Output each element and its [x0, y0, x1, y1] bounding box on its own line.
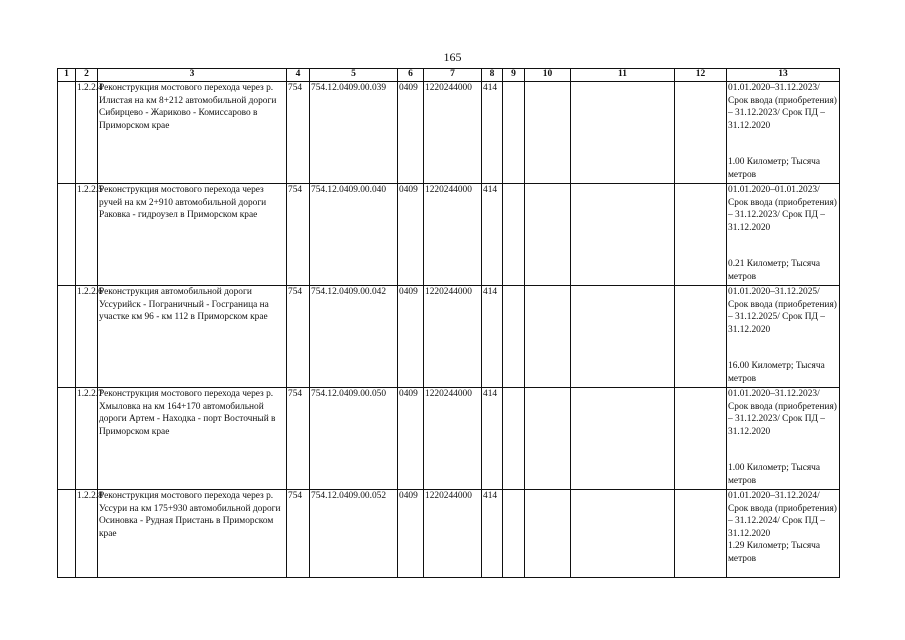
cell-c11 [571, 286, 675, 388]
header-row [58, 69, 840, 82]
period-text: 01.01.2020–31.12.2023/ Срок ввода (приобретения) – 31.12.2023/ Срок ПД – 31.12.2020 [728, 83, 837, 131]
cell-c4: 754 [287, 490, 310, 578]
cell-c6: 0409 [398, 388, 424, 490]
cell-c13 [727, 82, 840, 184]
cell-c6: 0409 [398, 490, 424, 578]
col-header: 11 [571, 69, 675, 82]
cell-empty [58, 388, 76, 490]
cell-empty [58, 82, 76, 184]
table-row [58, 184, 840, 286]
cell-c9 [503, 82, 525, 184]
col-header: 9 [503, 69, 525, 82]
budget-table [57, 68, 840, 578]
cell-c5: 754.12.0409.00.039 [310, 82, 398, 184]
cell-c13 [727, 286, 840, 388]
cell-c8: 414 [482, 388, 503, 490]
cell-c12 [675, 286, 727, 388]
cell-c8: 414 [482, 286, 503, 388]
table-row [58, 388, 840, 490]
cell-c10 [525, 490, 571, 578]
cell-c9 [503, 388, 525, 490]
cell-c9 [503, 490, 525, 578]
cell-item-number: 1.2.2.4 [76, 82, 98, 184]
col-header: 4 [287, 69, 310, 82]
col-header: 5 [310, 69, 398, 82]
col-header: 3 [98, 69, 287, 82]
capacity-text: 1.00 Километр; Тысяча метров [728, 157, 821, 180]
cell-c6: 0409 [398, 286, 424, 388]
cell-c11 [571, 184, 675, 286]
col-header: 12 [675, 69, 727, 82]
cell-c5: 754.12.0409.00.052 [310, 490, 398, 578]
cell-c5: 754.12.0409.00.050 [310, 388, 398, 490]
col-header: 10 [525, 69, 571, 82]
cell-c12 [675, 184, 727, 286]
cell-empty [58, 490, 76, 578]
col-header: 2 [76, 69, 98, 82]
cell-c11 [571, 82, 675, 184]
cell-c10 [525, 388, 571, 490]
cell-object-name: Реконструкция мостового перехода через р. Уссури на км 175+930 автомобильной дороги Осиновка - Рудная Пристань в Приморском крае [98, 490, 287, 578]
cell-object-name: Реконструкция мостового перехода через р. Хмыловка на км 164+170 автомобильной дороги Артем - Находка - порт Восточный в Приморском крае [98, 388, 287, 490]
cell-c12 [675, 490, 727, 578]
cell-c7: 1220244000 [424, 388, 482, 490]
period-text: 01.01.2020–31.12.2023/ Срок ввода (приобретения) – 31.12.2023/ Срок ПД – 31.12.2020 [728, 389, 837, 437]
capacity-text: 1.00 Километр; Тысяча метров [728, 463, 821, 486]
cell-c6: 0409 [398, 184, 424, 286]
cell-c6: 0409 [398, 82, 424, 184]
cell-empty [58, 286, 76, 388]
page-number: 165 [443, 50, 462, 64]
cell-c10 [525, 286, 571, 388]
col-header: 7 [424, 69, 482, 82]
capacity-text: 16.00 Километр; Тысяча метров [728, 361, 825, 384]
col-header: 13 [727, 69, 840, 82]
col-header: 6 [398, 69, 424, 82]
cell-object-name: Реконструкция мостового перехода через р. Илистая на км 8+212 автомобильной дороги Сибирцево - Жариково - Комиссарово в Приморском крае [98, 82, 287, 184]
cell-c9 [503, 286, 525, 388]
cell-c13 [727, 490, 840, 578]
cell-c7: 1220244000 [424, 286, 482, 388]
cell-c8: 414 [482, 490, 503, 578]
table-row [58, 490, 840, 578]
cell-c12 [675, 388, 727, 490]
cell-c10 [525, 184, 571, 286]
cell-c9 [503, 184, 525, 286]
cell-c10 [525, 82, 571, 184]
cell-c7: 1220244000 [424, 184, 482, 286]
cell-c7: 1220244000 [424, 490, 482, 578]
cell-c13 [727, 388, 840, 490]
cell-item-number: 1.2.2.5 [76, 184, 98, 286]
cell-c5: 754.12.0409.00.042 [310, 286, 398, 388]
cell-c7: 1220244000 [424, 82, 482, 184]
cell-c13 [727, 184, 840, 286]
cell-c4: 754 [287, 184, 310, 286]
table-row [58, 286, 840, 388]
cell-item-number: 1.2.2.6 [76, 286, 98, 388]
cell-c4: 754 [287, 82, 310, 184]
cell-empty [58, 184, 76, 286]
cell-c11 [571, 490, 675, 578]
cell-c11 [571, 388, 675, 490]
cell-c5: 754.12.0409.00.040 [310, 184, 398, 286]
cell-c12 [675, 82, 727, 184]
cell-c4: 754 [287, 286, 310, 388]
period-text: 01.01.2020–31.12.2025/ Срок ввода (приобретения) – 31.12.2025/ Срок ПД – 31.12.2020 [728, 287, 837, 335]
cell-c4: 754 [287, 388, 310, 490]
cell-object-name: Реконструкция автомобильной дороги Уссурийск - Пограничный - Госграница на участке км 96 - км 112 в Приморском крае [98, 286, 287, 388]
cell-object-name: Реконструкция мостового перехода через ручей на км 2+910 автомобильной дороги Раковка - гидроузел в Приморском крае [98, 184, 287, 286]
cell-c8: 414 [482, 82, 503, 184]
col-header: 8 [482, 69, 503, 82]
table-row [58, 82, 840, 184]
period-text: 01.01.2020–01.01.2023/ Срок ввода (приобретения) – 31.12.2023/ Срок ПД – 31.12.2020 [728, 185, 837, 233]
period-text: 01.01.2020–31.12.2024/ Срок ввода (приобретения) – 31.12.2024/ Срок ПД – 31.12.2020 [728, 491, 837, 539]
capacity-text: 0.21 Километр; Тысяча метров [728, 259, 821, 282]
capacity-text: 1.29 Километр; Тысяча метров [728, 541, 821, 564]
col-header: 1 [58, 69, 76, 82]
cell-c8: 414 [482, 184, 503, 286]
cell-item-number: 1.2.2.8 [76, 490, 98, 578]
cell-item-number: 1.2.2.7 [76, 388, 98, 490]
